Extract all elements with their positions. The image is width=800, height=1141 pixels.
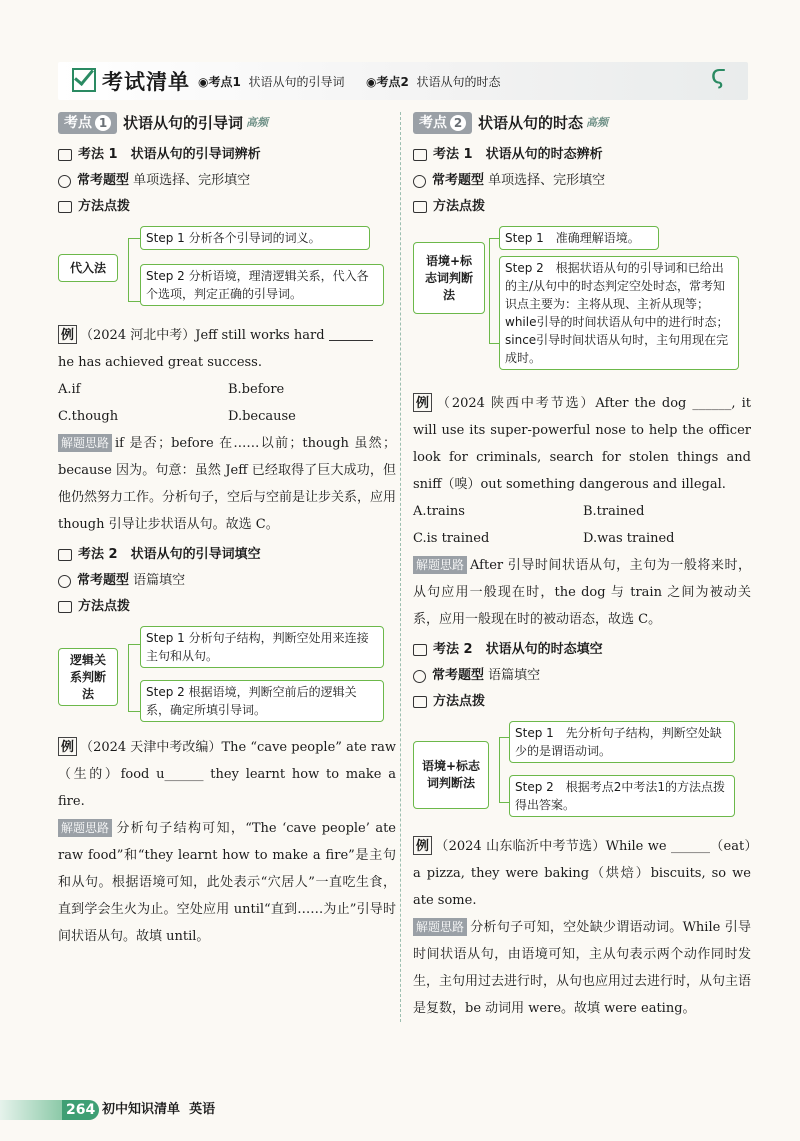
diagram-step-1: Step 1 准确理解语境。 bbox=[499, 226, 659, 250]
section-tag-text: 考点 bbox=[419, 115, 447, 131]
example-text-1: Jeff still works hard bbox=[195, 328, 325, 343]
method-tips-label: 方法点拨 bbox=[78, 199, 131, 214]
example-text: While we ______（eat）a pizza, they were baking（烘焙）biscuits, so we ate some. bbox=[413, 839, 752, 908]
question-type-label: 常考题型 bbox=[77, 173, 130, 188]
options bbox=[58, 376, 396, 430]
swirl-icon: ϛ bbox=[710, 60, 726, 90]
solution-2 bbox=[413, 914, 751, 1022]
example-text-2: he has achieved great success. bbox=[58, 355, 262, 370]
question-type-label: 常考题型 bbox=[432, 668, 485, 683]
option-d: D.was trained bbox=[583, 531, 675, 546]
question-type-row bbox=[413, 168, 751, 194]
section-number: 1 bbox=[95, 115, 111, 131]
section-heading bbox=[413, 110, 751, 136]
method-tips-row bbox=[413, 194, 751, 220]
question-type-label: 常考题型 bbox=[432, 173, 485, 188]
method-2-title bbox=[413, 637, 751, 663]
note-icon bbox=[58, 601, 72, 613]
solution-label: 解题思路 bbox=[413, 918, 467, 936]
option-b: B.before bbox=[228, 382, 285, 397]
question-type-value: 单项选择、完形填空 bbox=[133, 173, 251, 188]
hot-badge: 高频 bbox=[586, 116, 609, 129]
solution-label: 解题思路 bbox=[58, 434, 112, 452]
note-icon bbox=[413, 696, 427, 708]
method-2-title-text: 考法 2 状语从句的时态填空 bbox=[433, 642, 603, 657]
book-title: 初中知识清单 bbox=[102, 1102, 181, 1117]
example-source: （2024 山东临沂中考节选） bbox=[435, 839, 606, 854]
diagram-step-1: Step 1 分析句子结构，判断空处用来连接主句和从句。 bbox=[140, 626, 384, 668]
left-column bbox=[58, 110, 396, 950]
example-source: （2024 陕西中考节选） bbox=[435, 396, 596, 411]
option-c: C.is trained bbox=[413, 531, 490, 546]
method-tips-row bbox=[58, 594, 396, 620]
cap-icon bbox=[413, 149, 427, 161]
section-title: 状语从句的引导词 bbox=[123, 114, 244, 132]
method-tips-label: 方法点拨 bbox=[78, 599, 131, 614]
subject: 英语 bbox=[189, 1102, 216, 1117]
diagram-step-1: Step 1 先分析句子结构，判断空处缺少的是谓语动词。 bbox=[509, 721, 735, 763]
header-title-text: 考试清单 bbox=[102, 70, 190, 94]
note-icon bbox=[413, 201, 427, 213]
solution-label: 解题思路 bbox=[58, 819, 112, 837]
question-type-label: 常考题型 bbox=[77, 573, 130, 588]
solution-text: After 引导时间状语从句，主句为一般将来时，从句应用一般现在时，the dog 与 train 之间为被动关系，应用一般现在时的被动语态，故选 C。 bbox=[413, 558, 751, 627]
options bbox=[413, 498, 751, 552]
diagram-root: 逻辑关系判断法 bbox=[58, 648, 118, 706]
example-1 bbox=[58, 322, 396, 376]
diagram-step-2: Step 2 分析语境，理清逻辑关系，代入各个选项，判定正确的引导词。 bbox=[140, 264, 384, 306]
page-number: 264 bbox=[62, 1100, 99, 1120]
method-1-title-text: 考法 1 状语从句的时态辨析 bbox=[433, 147, 603, 162]
example-label: 例 bbox=[58, 737, 77, 756]
example-label: 例 bbox=[58, 325, 77, 344]
option-c: C.though bbox=[58, 409, 119, 424]
method-diagram-2 bbox=[413, 719, 751, 827]
note-icon bbox=[58, 201, 72, 213]
example-1 bbox=[413, 390, 751, 498]
solution-text: if 是否；before 在……以前；though 虽然；because 因为。句意：虽然 Jeff 已经取得了巨大成功，但他仍然努力工作。分析句子，空后与空前是让步关系，应用 though 引导让步状语从句。故选 C。 bbox=[58, 436, 397, 532]
header-item-2-text: 状语从句的时态 bbox=[416, 75, 501, 89]
section-tag bbox=[413, 112, 472, 134]
header-item-1: ◉考点1 状语从句的引导词 bbox=[198, 75, 345, 89]
right-column bbox=[413, 110, 751, 1022]
method-2-title-text: 考法 2 状语从句的引导词填空 bbox=[78, 547, 261, 562]
solution-2 bbox=[58, 815, 396, 950]
example-text: After the dog ______, it will use its super-powerful nose to help the officer look for criminals, search for stolen things and sniff（嗅）out something dangerous and illegal. bbox=[413, 396, 751, 492]
section-tag-text: 考点 bbox=[64, 115, 92, 131]
footer-text bbox=[102, 1100, 215, 1120]
header-item-2: ◉考点2 状语从句的时态 bbox=[366, 75, 501, 89]
example-2 bbox=[413, 833, 751, 914]
section-number: 2 bbox=[450, 115, 466, 131]
method-tips-label: 方法点拨 bbox=[433, 694, 486, 709]
hot-badge: 高频 bbox=[246, 116, 269, 129]
option-d: D.because bbox=[228, 409, 296, 424]
diagram-root: 语境+标志词判断法 bbox=[413, 242, 485, 314]
method-diagram-1 bbox=[58, 224, 396, 316]
method-1-title bbox=[58, 142, 396, 168]
question-type-value: 语篇填空 bbox=[133, 573, 186, 588]
section-tag bbox=[58, 112, 117, 134]
diagram-step-1: Step 1 分析各个引导词的词义。 bbox=[140, 226, 370, 250]
solution-1 bbox=[58, 430, 396, 538]
target-icon bbox=[58, 575, 71, 588]
page-footer bbox=[0, 1098, 800, 1122]
diagram-step-2: Step 2 根据状语从句的引导词和已给出的主/从句中的时态判定空处时态，常考知识点主要为：主将从现、主祈从现等；while引导的时间状语从句中的进行时态；since引导时间状语从句时，主句用现在完成时。 bbox=[499, 256, 739, 370]
exam-list-header bbox=[58, 62, 748, 100]
section-title: 状语从句的时态 bbox=[478, 114, 584, 132]
example-2 bbox=[58, 734, 396, 815]
diagram-root: 语境+标志词判断法 bbox=[413, 741, 489, 809]
method-tips-row bbox=[413, 689, 751, 715]
target-icon bbox=[58, 175, 71, 188]
diagram-step-2: Step 2 根据语境，判断空前后的逻辑关系，确定所填引导词。 bbox=[140, 680, 384, 722]
target-icon bbox=[413, 175, 426, 188]
option-a: A.trains bbox=[413, 504, 465, 519]
cap-icon bbox=[58, 149, 72, 161]
example-text: The “cave people” ate raw（生的）food u______ they learnt how to make a fire. bbox=[58, 740, 397, 809]
answer-blank bbox=[329, 326, 373, 341]
diagram-root: 代入法 bbox=[58, 254, 118, 282]
method-tips-row bbox=[58, 194, 396, 220]
checkbox-icon bbox=[72, 68, 96, 92]
method-2-title bbox=[58, 542, 396, 568]
question-type-value: 语篇填空 bbox=[488, 668, 541, 683]
diagram-step-2: Step 2 根据考点2中考法1的方法点拨得出答案。 bbox=[509, 775, 735, 817]
column-divider bbox=[400, 112, 401, 1022]
option-a: A.if bbox=[58, 382, 81, 397]
method-1-title bbox=[413, 142, 751, 168]
branch-line bbox=[118, 238, 128, 300]
footer-gradient bbox=[0, 1100, 62, 1120]
header-title bbox=[72, 66, 190, 96]
target-icon bbox=[413, 670, 426, 683]
solution-text: 分析句子可知，空处缺少谓语动词。While 引导时间状语从句，由语境可知，主从句表示两个动作同时发生，主句用过去进行时，从句也应用过去进行时，从句主语是复数，be 动词用 were。故填 were eating。 bbox=[413, 920, 752, 1016]
solution-label: 解题思路 bbox=[413, 556, 467, 574]
method-diagram-1 bbox=[413, 224, 751, 384]
header-item-1-tag: 考点1 bbox=[208, 75, 241, 89]
question-type-value: 单项选择、完形填空 bbox=[488, 173, 606, 188]
method-diagram-2 bbox=[58, 624, 396, 728]
question-type-row bbox=[413, 663, 751, 689]
example-label: 例 bbox=[413, 393, 432, 412]
question-type-row bbox=[58, 568, 396, 594]
example-source: （2024 天津中考改编） bbox=[80, 740, 222, 755]
section-heading bbox=[58, 110, 396, 136]
solution-1 bbox=[413, 552, 751, 633]
example-label: 例 bbox=[413, 836, 432, 855]
method-tips-label: 方法点拨 bbox=[433, 199, 486, 214]
header-item-2-tag: 考点2 bbox=[376, 75, 409, 89]
solution-text: 分析句子结构可知，“The ‘cave people’ ate raw food”和“they learnt how to make a fire”是主句和从句。根据语境可知，此处表示“穴居人”一直吃生食，直到学会生火为止。空处应用 until“直到……为止”引导时间状语从句。故填 until。 bbox=[58, 821, 396, 944]
example-source: （2024 河北中考） bbox=[80, 328, 196, 343]
cap-icon bbox=[58, 549, 72, 561]
method-1-title-text: 考法 1 状语从句的引导词辨析 bbox=[78, 147, 261, 162]
header-item-1-text: 状语从句的引导词 bbox=[248, 75, 345, 89]
question-type-row bbox=[58, 168, 396, 194]
cap-icon bbox=[413, 644, 427, 656]
option-b: B.trained bbox=[583, 504, 645, 519]
